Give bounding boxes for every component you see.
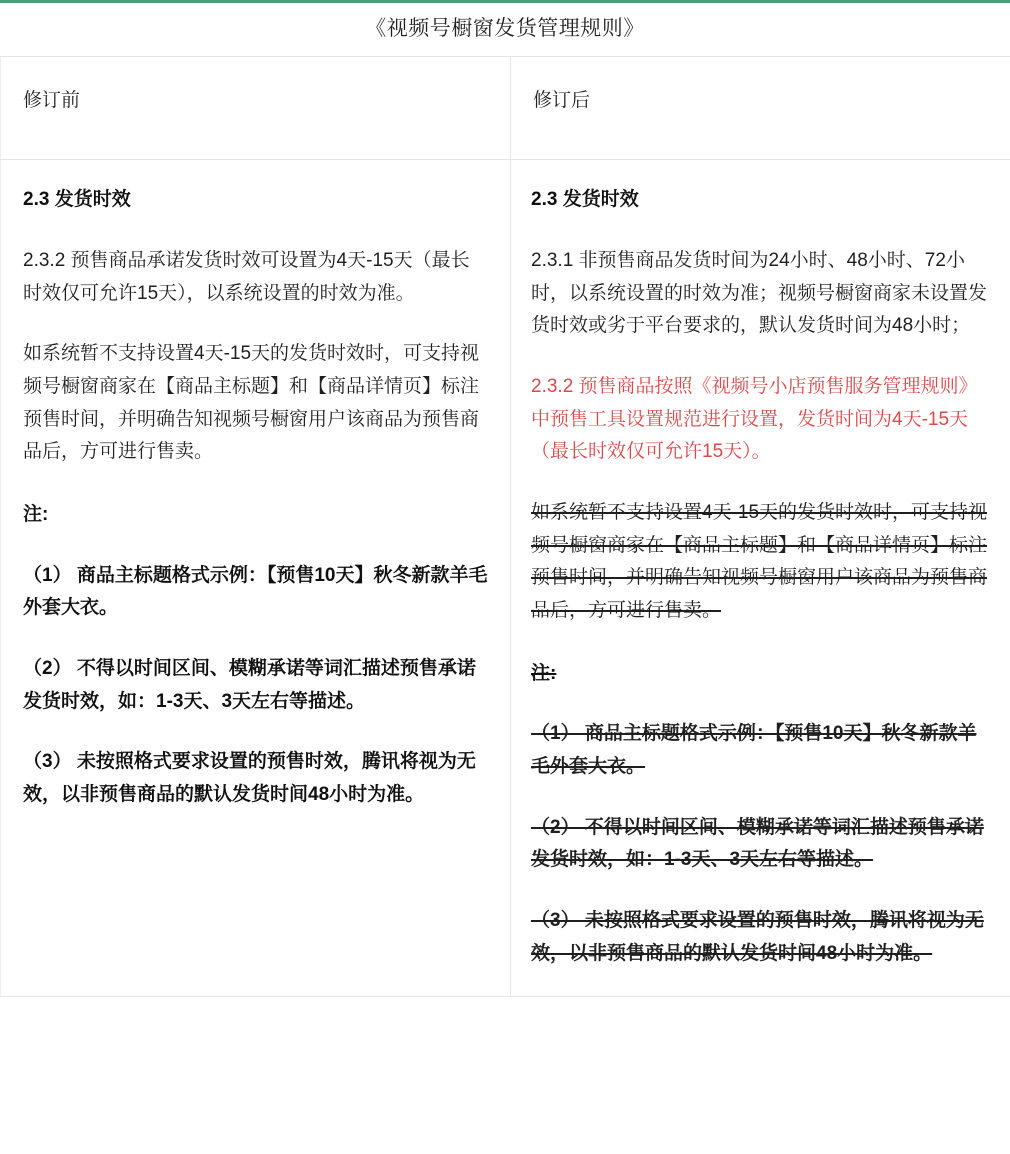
header-cell-after bbox=[511, 57, 1010, 160]
table-body-row bbox=[1, 160, 1010, 997]
document-title: 《视频号橱窗发货管理规则》 bbox=[365, 17, 645, 40]
before-note-item-2: （2） 不得以时间区间、模糊承诺等词汇描述预售承诺发货时效，如：1-3天、3天左右等描述。 bbox=[23, 657, 476, 712]
after-section-heading: 2.3 发货时效 bbox=[531, 189, 639, 211]
body-cell-before bbox=[1, 160, 511, 997]
table-header-row bbox=[1, 57, 1010, 160]
after-paragraph-231: 2.3.1 非预售商品发货时间为24小时、48小时、72小时，以系统设置的时效为准；视频号橱窗商家未设置发货时效或劣于平台要求的，默认发货时间为48小时； bbox=[531, 249, 988, 337]
after-note-label-deleted: 注: bbox=[531, 662, 557, 684]
after-content bbox=[511, 160, 1010, 996]
before-paragraph-fallback: 如系统暂不支持设置4天-15天的发货时效时，可支持视频号橱窗商家在【商品主标题】和【商品详情页】标注预售时间，并明确告知视频号橱窗用户该商品为预售商品后，方可进行售卖。 bbox=[23, 343, 480, 463]
before-note-item-3: （3） 未按照格式要求设置的预售时效，腾讯将视为无效，以非预售商品的默认发货时间48小时为准。 bbox=[23, 751, 476, 805]
header-cell-before bbox=[1, 57, 511, 160]
comparison-table bbox=[0, 56, 1010, 997]
before-section-heading: 2.3 发货时效 bbox=[23, 189, 131, 211]
after-paragraph-232-added: 2.3.2 预售商品按照《视频号小店预售服务管理规则》中预售工具设置规范进行设置，发货时间为4天-15天（最长时效仅可允许15天）。 bbox=[531, 375, 978, 463]
before-paragraph-232: 2.3.2 预售商品承诺发货时效可设置为4天-15天（最长时效仅可允许15天），以系统设置的时效为准。 bbox=[23, 249, 470, 304]
column-header-before: 修订前 bbox=[23, 90, 81, 112]
before-content bbox=[1, 160, 510, 837]
before-note-label: 注: bbox=[23, 503, 49, 525]
after-note-item-1-deleted: （1） 商品主标题格式示例：【预售10天】秋冬新款羊毛外套大衣。 bbox=[531, 723, 977, 777]
before-note-item-1: （1） 商品主标题格式示例：【预售10天】秋冬新款羊毛外套大衣。 bbox=[23, 564, 488, 619]
after-paragraph-fallback-deleted: 如系统暂不支持设置4天-15天的发货时效时，可支持视频号橱窗商家在【商品主标题】和【商品详情页】标注预售时间，并明确告知视频号橱窗用户该商品为预售商品后，方可进行售卖。 bbox=[531, 501, 988, 621]
body-cell-after bbox=[511, 160, 1010, 997]
after-note-item-3-deleted: （3） 未按照格式要求设置的预售时效，腾讯将视为无效，以非预售商品的默认发货时间48小时为准。 bbox=[531, 909, 984, 964]
after-note-item-2-deleted: （2） 不得以时间区间、模糊承诺等词汇描述预售承诺发货时效，如：1-3天、3天左右等描述。 bbox=[531, 816, 984, 871]
column-header-after: 修订后 bbox=[533, 90, 591, 112]
